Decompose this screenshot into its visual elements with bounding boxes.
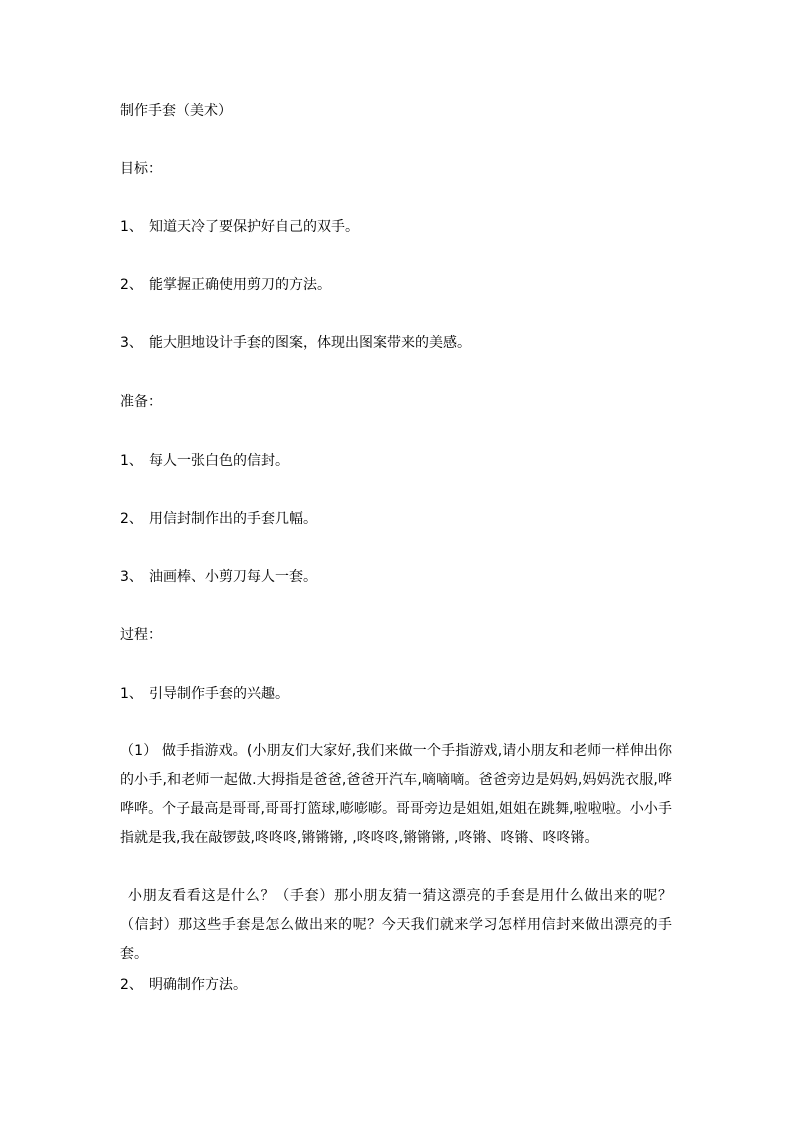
process-step-number: 2、: [120, 977, 143, 993]
process-step: [120, 976, 247, 994]
gloves-intro-paragraph: 小朋友看看这是什么？（手套）那小朋友猜一猜这漂亮的手套是用什么做出来的呢？（信封）那这些手套是怎么做出来的呢？今天我们就来学习怎样用信封来做出漂亮的手套。: [120, 888, 672, 962]
process-step-text: 明确制作方法。: [149, 977, 247, 993]
finger-game-paragraph: （1） 做手指游戏。(小朋友们大家好,我们来做一个手指游戏,请小朋友和老师一样伸出你的小手,和老师一起做.大拇指是爸爸,爸爸开汽车,嘀嘀嘀。爸爸旁边是妈妈,妈妈洗衣服,哗哗哗。个子最高是哥哥,哥哥打篮球,嘭嘭嘭。哥哥旁边是姐姐,姐姐在跳舞,啦啦啦。小小手指就是我,我在敲锣鼓,咚咚咚,锵锵锵, ,咚咚咚,锵锵锵, ,咚锵、咚锵、咚咚锵。: [120, 743, 672, 846]
prep-item-text: 每人一张白色的信封。: [149, 453, 289, 469]
document-title: 制作手套（美术）: [120, 103, 232, 119]
prep-item-text: 油画棒、小剪刀每人一套。: [149, 569, 317, 585]
goal-item: [120, 276, 331, 294]
goal-item-number: 1、: [120, 219, 143, 235]
prep-item: [120, 510, 317, 528]
prep-item-number: 3、: [120, 569, 143, 585]
goal-item-text: 知道天冷了要保护好自己的双手。: [149, 219, 359, 235]
goal-item: [120, 334, 471, 352]
process-step-number: 1、: [120, 686, 143, 702]
goal-item-text: 能掌握正确使用剪刀的方法。: [149, 277, 331, 293]
prep-item-text: 用信封制作出的手套几幅。: [149, 511, 317, 527]
prep-item-number: 2、: [120, 511, 143, 527]
goal-item: [120, 218, 359, 236]
prep-item: [120, 452, 289, 470]
goal-item-number: 2、: [120, 277, 143, 293]
process-step-text: 引导制作手套的兴趣。: [149, 686, 289, 702]
prep-item-number: 1、: [120, 453, 143, 469]
prep-item: [120, 568, 317, 586]
goals-heading: 目标：: [120, 161, 162, 177]
process-heading: 过程：: [120, 627, 162, 643]
prep-heading: 准备：: [120, 394, 162, 410]
goal-item-number: 3、: [120, 335, 143, 351]
goal-item-text: 能大胆地设计手套的图案，体现出图案带来的美感。: [149, 335, 471, 351]
process-step: [120, 685, 289, 703]
